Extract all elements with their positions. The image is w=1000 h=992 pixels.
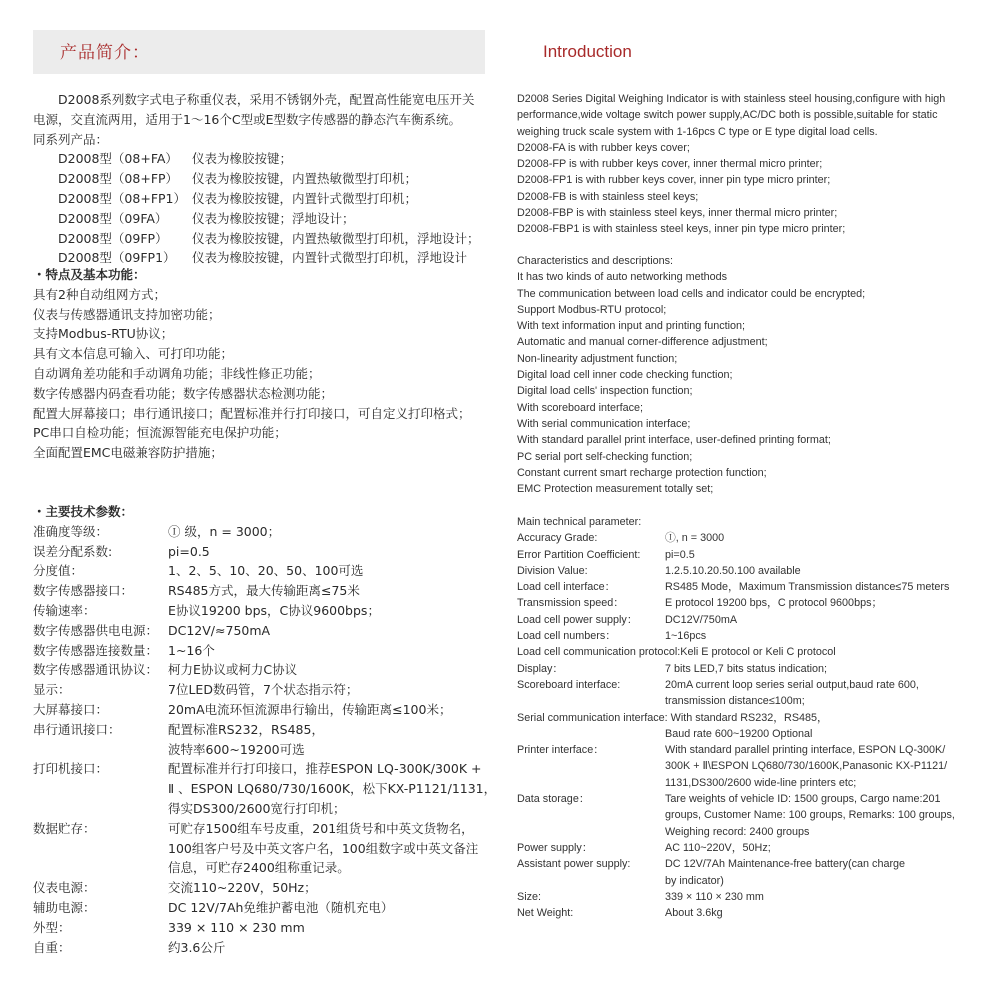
- cn-intro: [33, 90, 480, 268]
- param-value: Baud rate 600~19200 Optional: [665, 727, 813, 740]
- params-heading: ・主要技术参数：: [33, 504, 134, 519]
- param-value: Weighing record: 2400 groups: [665, 825, 810, 838]
- param-row: [33, 878, 496, 898]
- params-heading: Main technical parameter:: [517, 516, 642, 528]
- param-value: 7位LED数码管，7个状态指示符；: [168, 682, 359, 698]
- param-row: [517, 856, 955, 889]
- param-value: 7 bits LED,7 bits status indication;: [665, 662, 828, 675]
- param-value: 300K + Ⅱ\ESPON LQ680/730/1600K,Panasonic KX-P1121/: [665, 760, 948, 773]
- param-value: RS485方式，最大传输距离≤75米: [168, 583, 360, 599]
- intro-line: D2008 Series Digital Weighing Indicator is with stainless steel housing,configure with high: [517, 93, 946, 105]
- product-item: [33, 169, 480, 189]
- param-value: RS485 Mode，Maximum Transmission distance≤75 meters: [665, 581, 950, 594]
- param-label: Power supply：: [517, 841, 593, 854]
- param-row: [33, 522, 496, 542]
- param-values: [665, 905, 723, 921]
- product-desc: 仪表为橡胶按键，内置针式微型打印机；: [192, 190, 418, 206]
- product-item: [33, 149, 480, 169]
- param-row: [517, 791, 955, 840]
- param-value: transmission distance≤100m;: [665, 695, 805, 708]
- features-heading: ・特点及基本功能：: [33, 267, 146, 282]
- feature-item: Constant current smart recharge protection function;: [517, 466, 767, 479]
- en-intro: [517, 91, 945, 238]
- param-label: 串行通讯接口：: [33, 721, 121, 737]
- param-label: 误差分配系数:: [33, 543, 113, 559]
- param-values: [665, 628, 706, 644]
- param-label: 数字传感器接口：: [33, 583, 134, 599]
- param-value: groups, Customer Name: 100 groups, Remarks: 100 groups,: [665, 809, 955, 822]
- param-label: Assistant power supply:: [517, 858, 631, 871]
- param-label: 辅助电源：: [33, 899, 96, 915]
- param-label: Transmission speed：: [517, 597, 625, 610]
- feature-item: Automatic and manual corner-difference adjustment;: [517, 336, 768, 349]
- param-value: AC 110~220V，50Hz;: [665, 841, 771, 854]
- param-row: [33, 700, 496, 720]
- param-value: DC12V/750mA: [665, 613, 738, 626]
- intro-line: D2008-FP is with rubber keys cover, inner thermal micro printer;: [517, 158, 823, 171]
- feature-item: The communication between load cells and indicator could be encrypted;: [517, 287, 866, 300]
- param-row: [33, 819, 496, 878]
- param-row: [33, 759, 496, 818]
- param-values: [665, 889, 764, 905]
- param-row: [517, 661, 955, 677]
- param-value: 配置标准RS232，RS485，: [168, 721, 324, 737]
- param-values: [168, 759, 496, 818]
- param-values: [665, 677, 919, 710]
- intro-line: D2008-FBP1 is with stainless steel keys, inner pin type micro printer;: [517, 223, 846, 236]
- feature-item: EMC Protection measurement totally set;: [517, 483, 714, 496]
- intro-line: D2008-FA is with rubber keys cover;: [517, 141, 690, 154]
- param-value: 1131,DS300/2600 wide-line printers etc;: [665, 776, 857, 789]
- param-row: [517, 595, 955, 611]
- param-label: 外型：: [33, 919, 71, 935]
- param-values: [168, 819, 478, 878]
- param-value: 100组客户号及中英文客户名，100组数字或中英文备注: [168, 840, 479, 856]
- intro-line: 同系列产品：: [33, 131, 109, 147]
- param-row: [517, 563, 955, 579]
- param-row: [517, 742, 955, 791]
- param-value: 1~16pcs: [665, 630, 707, 643]
- param-value: 1~16个: [168, 642, 215, 658]
- param-label: Load cell numbers：: [517, 630, 617, 643]
- param-spacer: [517, 726, 665, 742]
- param-value: 交流110~220V，50Hz；: [168, 880, 317, 896]
- param-value: 1、2、5、10、20、50、100可选: [168, 563, 364, 579]
- param-row: [517, 628, 955, 644]
- param-value: 339 × 110 × 230 mm: [665, 890, 764, 903]
- param-values: [665, 661, 827, 677]
- feature-item: 仪表与传感器通讯支持加密功能；: [33, 306, 221, 322]
- product-desc: 仪表为橡胶按键，内置针式微型打印机，浮地设计: [192, 250, 468, 266]
- product-model: D2008型（09FA）: [58, 210, 168, 226]
- param-row: [33, 581, 496, 601]
- param-row: [517, 905, 955, 921]
- param-values: [665, 579, 949, 595]
- feature-item: Digital load cell inner code checking function;: [517, 369, 733, 382]
- param-label: Data storage：: [517, 793, 590, 806]
- param-label: Accuracy Grade:: [517, 532, 598, 545]
- param-values: [665, 563, 801, 579]
- en-params: [517, 514, 955, 921]
- product-item: [33, 229, 480, 249]
- param-values: [168, 878, 317, 898]
- product-model: D2008型（09FP1）: [58, 250, 176, 266]
- param-row: [33, 561, 496, 581]
- param-value: 20mA current loop series serial output,baud rate 600,: [665, 678, 919, 691]
- param-value: Ⅱ 、ESPON LQ680/730/1600K，松下KX-P1121/1131，: [168, 781, 497, 797]
- param-values: [168, 581, 360, 601]
- param-value: 20mA电流环恒流源串行输出，传输距离≤100米；: [168, 701, 452, 717]
- param-label: 大屏幕接口：: [33, 701, 109, 717]
- feature-item: 配置大屏幕接口；串行通讯接口；配置标准并行打印接口，可自定义打印格式；: [33, 405, 471, 421]
- product-desc: 仪表为橡胶按键，内置热敏微型打印机，浮地设计；: [192, 230, 480, 246]
- intro-line: D2008系列数字式电子称重仪表，采用不锈钢外壳，配置高性能宽电压开关: [58, 92, 475, 107]
- param-label: 显示：: [33, 682, 71, 698]
- product-model: D2008型（08+FP）: [58, 171, 179, 187]
- param-values: [168, 680, 358, 700]
- param-values: [168, 700, 451, 720]
- param-label: Net Weight:: [517, 907, 574, 920]
- param-label: Scoreboard interface:: [517, 678, 621, 691]
- param-value: With standard parallel printing interface, ESPON LQ-300K/: [665, 744, 946, 757]
- product-desc: 仪表为橡胶按键；: [192, 151, 293, 167]
- param-row: [33, 720, 496, 760]
- param-label: 分度值：: [33, 563, 84, 579]
- param-row: [33, 898, 496, 918]
- param-label: 数字传感器通讯协议：: [33, 662, 159, 678]
- param-values: [168, 898, 393, 918]
- intro-line: weighing truck scale system with 1-16pcs C type or E type digital load cells.: [517, 125, 878, 138]
- param-value: 可贮存1500组车号皮重，201组货号和中英文货物名，: [168, 820, 474, 836]
- intro-line: performance,wide voltage switch power supply,AC/DC both is possible,suitable for static: [517, 109, 938, 122]
- param-label: Size:: [517, 890, 542, 903]
- feature-item: It has two kinds of auto networking methods: [517, 271, 728, 284]
- param-row: [517, 840, 955, 856]
- product-desc: 仪表为橡胶按键，内置热敏微型打印机；: [192, 171, 418, 187]
- param-values: [665, 595, 882, 611]
- param-values: [665, 612, 737, 628]
- param-value: 1.2.5.10.20.50.100 available: [665, 564, 801, 577]
- param-value: 得实DS300/2600宽行打印机；: [168, 800, 346, 816]
- param-value: 339 × 110 × 230 mm: [168, 919, 305, 935]
- param-label: Serial communication interface: With standard RS232，RS485，: [517, 711, 828, 724]
- feature-item: PC串口自检功能；恒流源智能充电保护功能；: [33, 425, 287, 441]
- param-label: 打印机接口：: [33, 761, 109, 777]
- param-row: [517, 530, 955, 546]
- product-model: D2008型（08+FP1）: [58, 190, 186, 206]
- intro-line: D2008-FBP is with stainless steel keys, inner thermal micro printer;: [517, 207, 838, 220]
- param-values: [665, 530, 724, 546]
- intro-line: D2008-FB is with stainless steel keys;: [517, 190, 699, 203]
- param-row: [33, 680, 496, 700]
- feature-item: 支持Modbus-RTU协议；: [33, 326, 174, 342]
- param-row: [517, 889, 955, 905]
- param-value: 柯力E协议或柯力C协议: [168, 662, 298, 678]
- feature-item: 全面配置EMC电磁兼容防护措施；: [33, 445, 223, 461]
- cn-features: [33, 265, 471, 463]
- feature-item: Digital load cells' inspection function;: [517, 385, 693, 398]
- param-value: DC12V/≈750mA: [168, 622, 271, 638]
- param-values: [168, 641, 215, 661]
- feature-item: PC serial port self-checking function;: [517, 450, 693, 463]
- features-heading: Characteristics and descriptions:: [517, 255, 674, 267]
- param-label: Display：: [517, 662, 564, 675]
- param-values: [168, 660, 297, 680]
- product-model: D2008型（08+FA）: [58, 151, 178, 167]
- param-value: Ⓘ, n = 3000: [665, 532, 725, 545]
- param-values: [665, 856, 905, 889]
- param-value: Tare weights of vehicle ID: 1500 groups, Cargo name:201: [665, 793, 941, 806]
- product-model: D2008型（09FP）: [58, 230, 168, 246]
- feature-item: With scoreboard interface;: [517, 401, 644, 414]
- param-value: DC 12V/7Ah免维护蓄电池（随机充电）: [168, 899, 394, 915]
- param-value: by indicator): [665, 874, 724, 887]
- param-value: 波特率600~19200可选: [168, 741, 305, 757]
- param-values: [168, 561, 363, 581]
- en-section-title: Introduction: [543, 42, 632, 61]
- param-value: 配置标准并行打印接口，推荐ESPON LQ-300K/300K +: [168, 761, 482, 777]
- param-values: [168, 720, 324, 760]
- param-label: Load cell power supply：: [517, 613, 638, 626]
- param-values: [665, 840, 771, 856]
- param-label: Division Value:: [517, 564, 588, 577]
- feature-item: With serial communication interface;: [517, 417, 691, 430]
- param-label: 数据贮存：: [33, 820, 96, 836]
- param-values: [168, 601, 380, 621]
- feature-item: 具有2种自动组网方式；: [33, 286, 166, 302]
- param-row: [517, 547, 955, 563]
- param-values: [168, 522, 280, 542]
- param-value: About 3.6kg: [665, 907, 723, 920]
- feature-item: With standard parallel print interface, user-defined printing format;: [517, 434, 831, 447]
- param-value: 约3.6公斤: [168, 939, 226, 955]
- param-row: [33, 938, 496, 958]
- feature-item: 自动调角差功能和手动调角功能；非线性修正功能；: [33, 365, 321, 381]
- param-row: [33, 660, 496, 680]
- param-row: [517, 612, 955, 628]
- product-item: [33, 189, 480, 209]
- feature-item: 数字传感器内码查看功能；数字传感器状态检测功能；: [33, 385, 334, 401]
- param-value: Ⓘ 级，n = 3000；: [168, 523, 281, 539]
- param-label: 数字传感器供电电源：: [33, 622, 159, 638]
- en-features: [517, 253, 865, 497]
- param-label: 准确度等级：: [33, 523, 109, 539]
- param-value: 信息，可贮存2400组称重记录。: [168, 860, 350, 876]
- param-value: E protocol 19200 bps，C protocol 9600bps；: [665, 597, 883, 610]
- param-row: [33, 918, 496, 938]
- param-value: DC 12V/7Ah Maintenance-free battery(can charge: [665, 858, 906, 871]
- param-row: [33, 601, 496, 621]
- param-row: [517, 579, 955, 595]
- feature-item: Non-linearity adjustment function;: [517, 352, 678, 365]
- cn-section-title: 产品简介：: [60, 43, 150, 63]
- product-desc: 仪表为橡胶按键；浮地设计；: [192, 210, 355, 226]
- param-label: Load cell interface：: [517, 581, 616, 594]
- param-value: E协议19200 bps，C协议9600bps；: [168, 602, 380, 618]
- param-values: [168, 542, 210, 562]
- param-values: [168, 918, 305, 938]
- intro-line: 电源，交直流两用，适用于1～16个C型或E型数字传感器的静态汽车衡系统。: [33, 111, 461, 127]
- param-label: Load cell communication protocol:Keli E protocol or Keli C protocol: [517, 646, 836, 659]
- cn-params: [33, 502, 496, 957]
- param-label: 仪表电源：: [33, 880, 96, 896]
- param-label: Error Partition Coefficient:: [517, 548, 641, 561]
- intro-line: D2008-FP1 is with rubber keys cover, inner pin type micro printer;: [517, 174, 831, 187]
- param-row: [33, 621, 496, 641]
- param-label: 自重：: [33, 939, 71, 955]
- feature-item: Support Modbus-RTU protocol;: [517, 303, 667, 316]
- param-label: Printer interface：: [517, 744, 605, 757]
- feature-item: 具有文本信息可输入、可打印功能；: [33, 346, 234, 362]
- param-label: 数字传感器连接数量：: [33, 642, 159, 658]
- feature-item: With text information input and printing function;: [517, 320, 746, 333]
- param-row: [33, 542, 496, 562]
- param-values: [168, 621, 270, 641]
- param-row: [517, 726, 955, 742]
- param-values: [168, 938, 225, 958]
- param-values: [665, 742, 947, 791]
- param-value: pi=0.5: [665, 548, 695, 561]
- product-item: [33, 209, 480, 229]
- param-row: [33, 641, 496, 661]
- param-row: [517, 677, 955, 710]
- param-values: [665, 791, 955, 840]
- param-values: [665, 547, 695, 563]
- param-label: 传输速率：: [33, 602, 96, 618]
- param-value: pi=0.5: [168, 543, 210, 559]
